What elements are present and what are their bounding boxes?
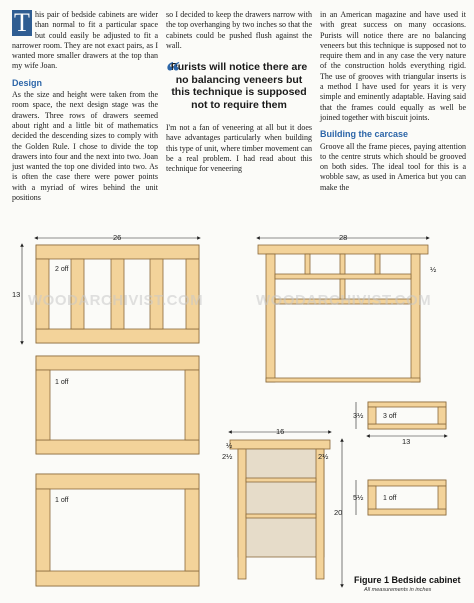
intro-text: his pair of bedside cabinets are wider than normal to fit a particular space but could easily be adjusted to fit a narrower room. They are not exact pairs, as I wanted more smaller drawers at the top than my wife Joan. [12,10,158,71]
intro-paragraph [12,10,158,72]
drop-cap: T [12,10,32,36]
dim-depth-16: 16 [276,427,285,436]
heading-building-carcase: Building the carcase [320,129,409,140]
cabinet-side-view [230,440,330,579]
dim-5half: 5½ [353,493,364,502]
dim-half-side: ½ [226,441,233,450]
dim-width-28: 28 [339,233,348,242]
label-1-off-bottom: 1 off [55,497,69,504]
dim-height-20: 20 [334,508,343,517]
dim-3half: 3½ [353,411,364,420]
dim-width-26: 26 [113,233,122,242]
dim-2half-right: 2½ [318,452,329,461]
label-2-off: 2 off [55,266,69,273]
side-frame-1off-bottom [36,474,199,586]
col3-paragraph-2: Groove all the frame pieces, paying attention to the centre struts which should be grooved on both sides. The ideal tool for this is a wobble saw, as used in America but you can make the [320,141,466,192]
col2-paragraph-2: I'm not a fan of veneering at all but it does have advantages particularly when building this type of unit, where timber movement can be a real problem. I had read about this technique for veneering [166,123,312,174]
col2-paragraph-1: so I decided to keep the drawers narrow with the top overhanging by two inches so that the cabinets could be pushed flush against the wall. [166,10,312,50]
quote-mark-icon: “ [166,57,180,89]
bedside-cabinet-figure [0,228,474,603]
dim-width-13: 13 [402,437,411,446]
design-paragraph: As the size and height were taken from the room space, the next design stage was the drawers. Three rows of drawers seemed about right and a little bit of mathematics decided the descending sizes to comply with the Golden Rule. I chose to divide the top drawers into four and the next into two. Joan just wanted the top one divided into two. As is often the case there were power points with a myriad of wires behind the unit positions [12,90,158,203]
watermark-left: WOODARCHIVIST.COM [28,292,204,309]
label-1-off-middle: 1 off [55,379,69,386]
figure-title: Figure 1 Bedside cabinet [354,575,461,585]
pull-quote [166,57,312,111]
label-1-off-runner: 1 off [383,495,397,502]
dim-height-13: 13 [12,290,21,299]
dim-2half-left: 2½ [222,452,233,461]
runner-frame-1off [368,480,446,515]
figure-subtitle: All measurements in inches [364,587,432,593]
article-column-3 [320,10,466,197]
heading-design: Design [12,77,43,88]
col3-paragraph-1: in an American magazine and have used it with great success on many occasions. Purists will notice there are no balancing veneers but this technique is supposed not to require them and in any case the very nature of the construction holds everything rigid. The use of grooves with triangular inserts is a method I have used for years it is very simple and eminently adaptable. Having said that the frames could equally as well be joined together with biscuit joints. [320,10,466,122]
article-column-2 [166,10,312,179]
carcase-front-view [258,245,428,382]
pull-quote-text: Purists will notice there are no balancing veneers but this technique is supposed not to require them [170,61,308,111]
watermark-right: WOODARCHIVIST.COM [256,292,432,309]
side-frame-1off-middle [36,356,199,454]
dim-half-top: ½ [430,265,437,274]
article-column-1 [12,10,158,207]
runner-frame-3off [368,402,446,429]
label-3-off: 3 off [383,413,397,420]
